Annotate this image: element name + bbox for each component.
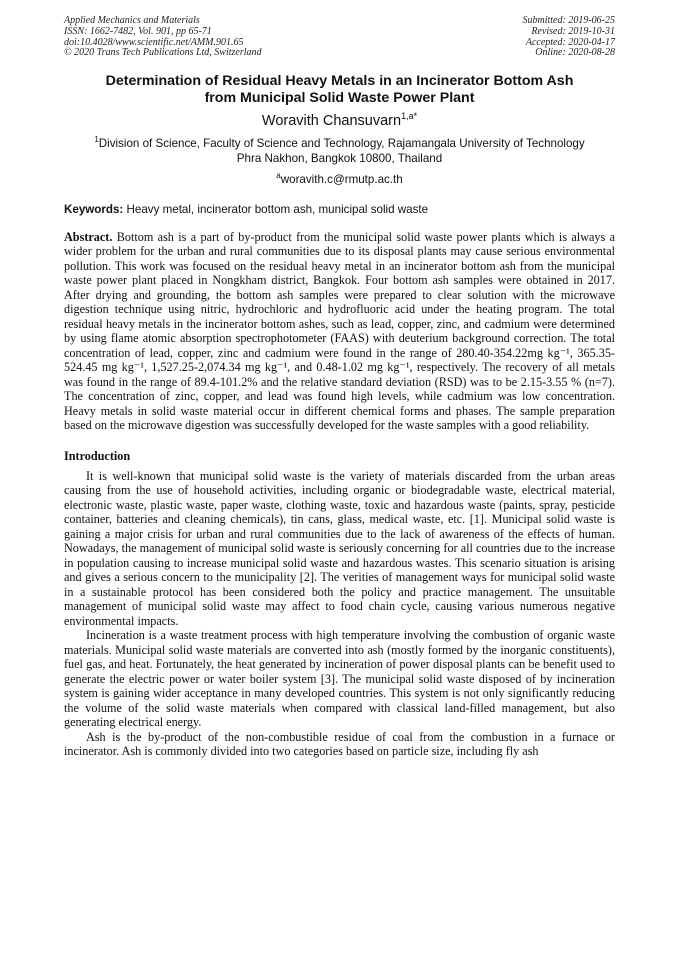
abstract-text: Bottom ash is a part of by-product from the municipal solid waste power plants which is always a wider problem for the urban and rural communities due to its disposal plants may cause serious environmental pollution. This work was focused on the residual heavy metal in an incinerator bottom ash from the municipal waste power plant placed in Nongkham district, Bangkok. Four bottom ash samples were obtained in 2017. After drying and grounding, the bottom ash samples were prepared to clear solution with the microwave digestion technique using nitric, hydrochloric and hydrofluoric acid under the heating program. The total residual heavy metals in the incinerator bottom ashes, such as lead, copper, zinc, and cadmium were determined by using flame atomic absorption spectrophotometer (FAAS) with deuterium background correction. The total concentration of lead, copper, zinc and cadmium were found in the range of 280.40-354.22mg kg⁻¹, 365.35-524.45 mg kg⁻¹, 1,527.25-2,074.34 mg kg⁻¹, and 0.48-1.02 mg kg⁻¹, respectively. The recovery of all metals was found in the range of 89.4-101.2% and the relative standard deviation (RSD) was to be 2.15-3.55 % (n=7). The concentration of zinc, copper, and lead was found high levels, while cadmium was low concentration. Heavy metals in solid waste material occur in different chemical forms and phases. The sample preparation based on the microwave digestion was successfully developed for the waste samples with a good reliability. — [64, 229, 615, 433]
paper-page — [64, 16, 615, 759]
abstract — [64, 230, 615, 433]
doi: doi:10.4028/www.scientific.net/AMM.901.65 — [64, 36, 244, 48]
journal-header — [64, 16, 615, 59]
paper-title — [64, 73, 615, 107]
author-superscript: 1,a* — [401, 111, 418, 122]
submitted-date: Submitted: 2019-06-25 — [522, 15, 615, 26]
keywords-label: Keywords: — [64, 202, 124, 216]
affiliation-line-1: Division of Science, Faculty of Science and Technology, Rajamangala University of Technology — [98, 136, 585, 150]
introduction-heading: Introduction — [64, 448, 131, 463]
keywords-text: Heavy metal, incinerator bottom ash, municipal solid waste — [123, 202, 429, 216]
title-line-1: Determination of Residual Heavy Metals in an Incinerator Bottom Ash — [105, 73, 574, 90]
intro-paragraph-1: It is well-known that municipal solid waste is the variety of materials discarded from the urban areas causing from the use of household activities, including organic or biodegradable waste, electrical material, electronic waste, plastic waste, paper waste, clothing waste, toxic and hazardous waste (paints, spray, pesticide container, batteries and cleaning chemicals), tin cans, glass, medical waste, etc. [1]. Municipal solid waste is gaining a major crisis for urban and rural communities due to the lack of awareness of the effects of human. Nowadays, the management of municipal solid waste is seriously concerning for all countries due to the increase in population causing to increase municipal solid waste and hazardous wastes. This scenario situation is arising and gives a serious concern to the municipality [2]. The verities of management ways for municipal solid waste in a sustainable protocol has been considered both the policy and practice management. The unsuitable management of municipal solid waste may affect to food chain cycle, causing various numerous negative environmental impacts. — [64, 468, 615, 628]
revised-date: Revised: 2019-10-31 — [531, 25, 615, 37]
abstract-label: Abstract. — [64, 229, 113, 244]
journal-name: Applied Mechanics and Materials — [64, 15, 200, 26]
author — [64, 111, 615, 129]
email-superscript: a — [276, 170, 281, 180]
title-line-2: from Municipal Solid Waste Power Plant — [204, 90, 475, 107]
affiliation-line-2: Phra Nakhon, Bangkok 10800, Thailand — [236, 151, 443, 165]
copyright: © 2020 Trans Tech Publications Ltd, Switzerland — [64, 47, 262, 59]
online-date: Online: 2020-08-28 — [535, 47, 615, 59]
publication-dates — [523, 16, 616, 59]
author-email — [64, 171, 615, 186]
issn: ISSN: 1662-7482, Vol. 901, pp 65-71 — [64, 25, 212, 37]
intro-paragraph-3: Ash is the by-product of the non-combustible residue of coal from the combustion in a furnace or incinerator. Ash is commonly divided into two categories based on particle size, including fly ash — [64, 729, 615, 759]
accepted-date: Accepted: 2020-04-17 — [525, 36, 615, 48]
author-name: Woravith Chansuvarn — [261, 113, 402, 130]
intro-paragraph-2: Incineration is a waste treatment process with high temperature involving the combustion of organic waste materials. Municipal solid waste materials are converted into ash (mostly formed by the inorganic constituents), fuel gas, and heat. Fortunately, the heat generated by incineration of power disposal plants can be benefit used to generate the electric power or water boiler system [3]. The municipal solid waste disposed of by incineration system is gaining wider acceptance in many developed countries. This system is not only significantly reducing the volume of the solid waste materials when compared with classical land-filled management, but also generating electrical energy. — [64, 628, 615, 730]
affiliation — [64, 132, 615, 166]
email-address[interactable]: woravith.c@rmutp.ac.th — [280, 172, 403, 186]
journal-info — [64, 16, 262, 59]
keywords — [64, 203, 615, 216]
affiliation-superscript: 1 — [94, 135, 99, 145]
